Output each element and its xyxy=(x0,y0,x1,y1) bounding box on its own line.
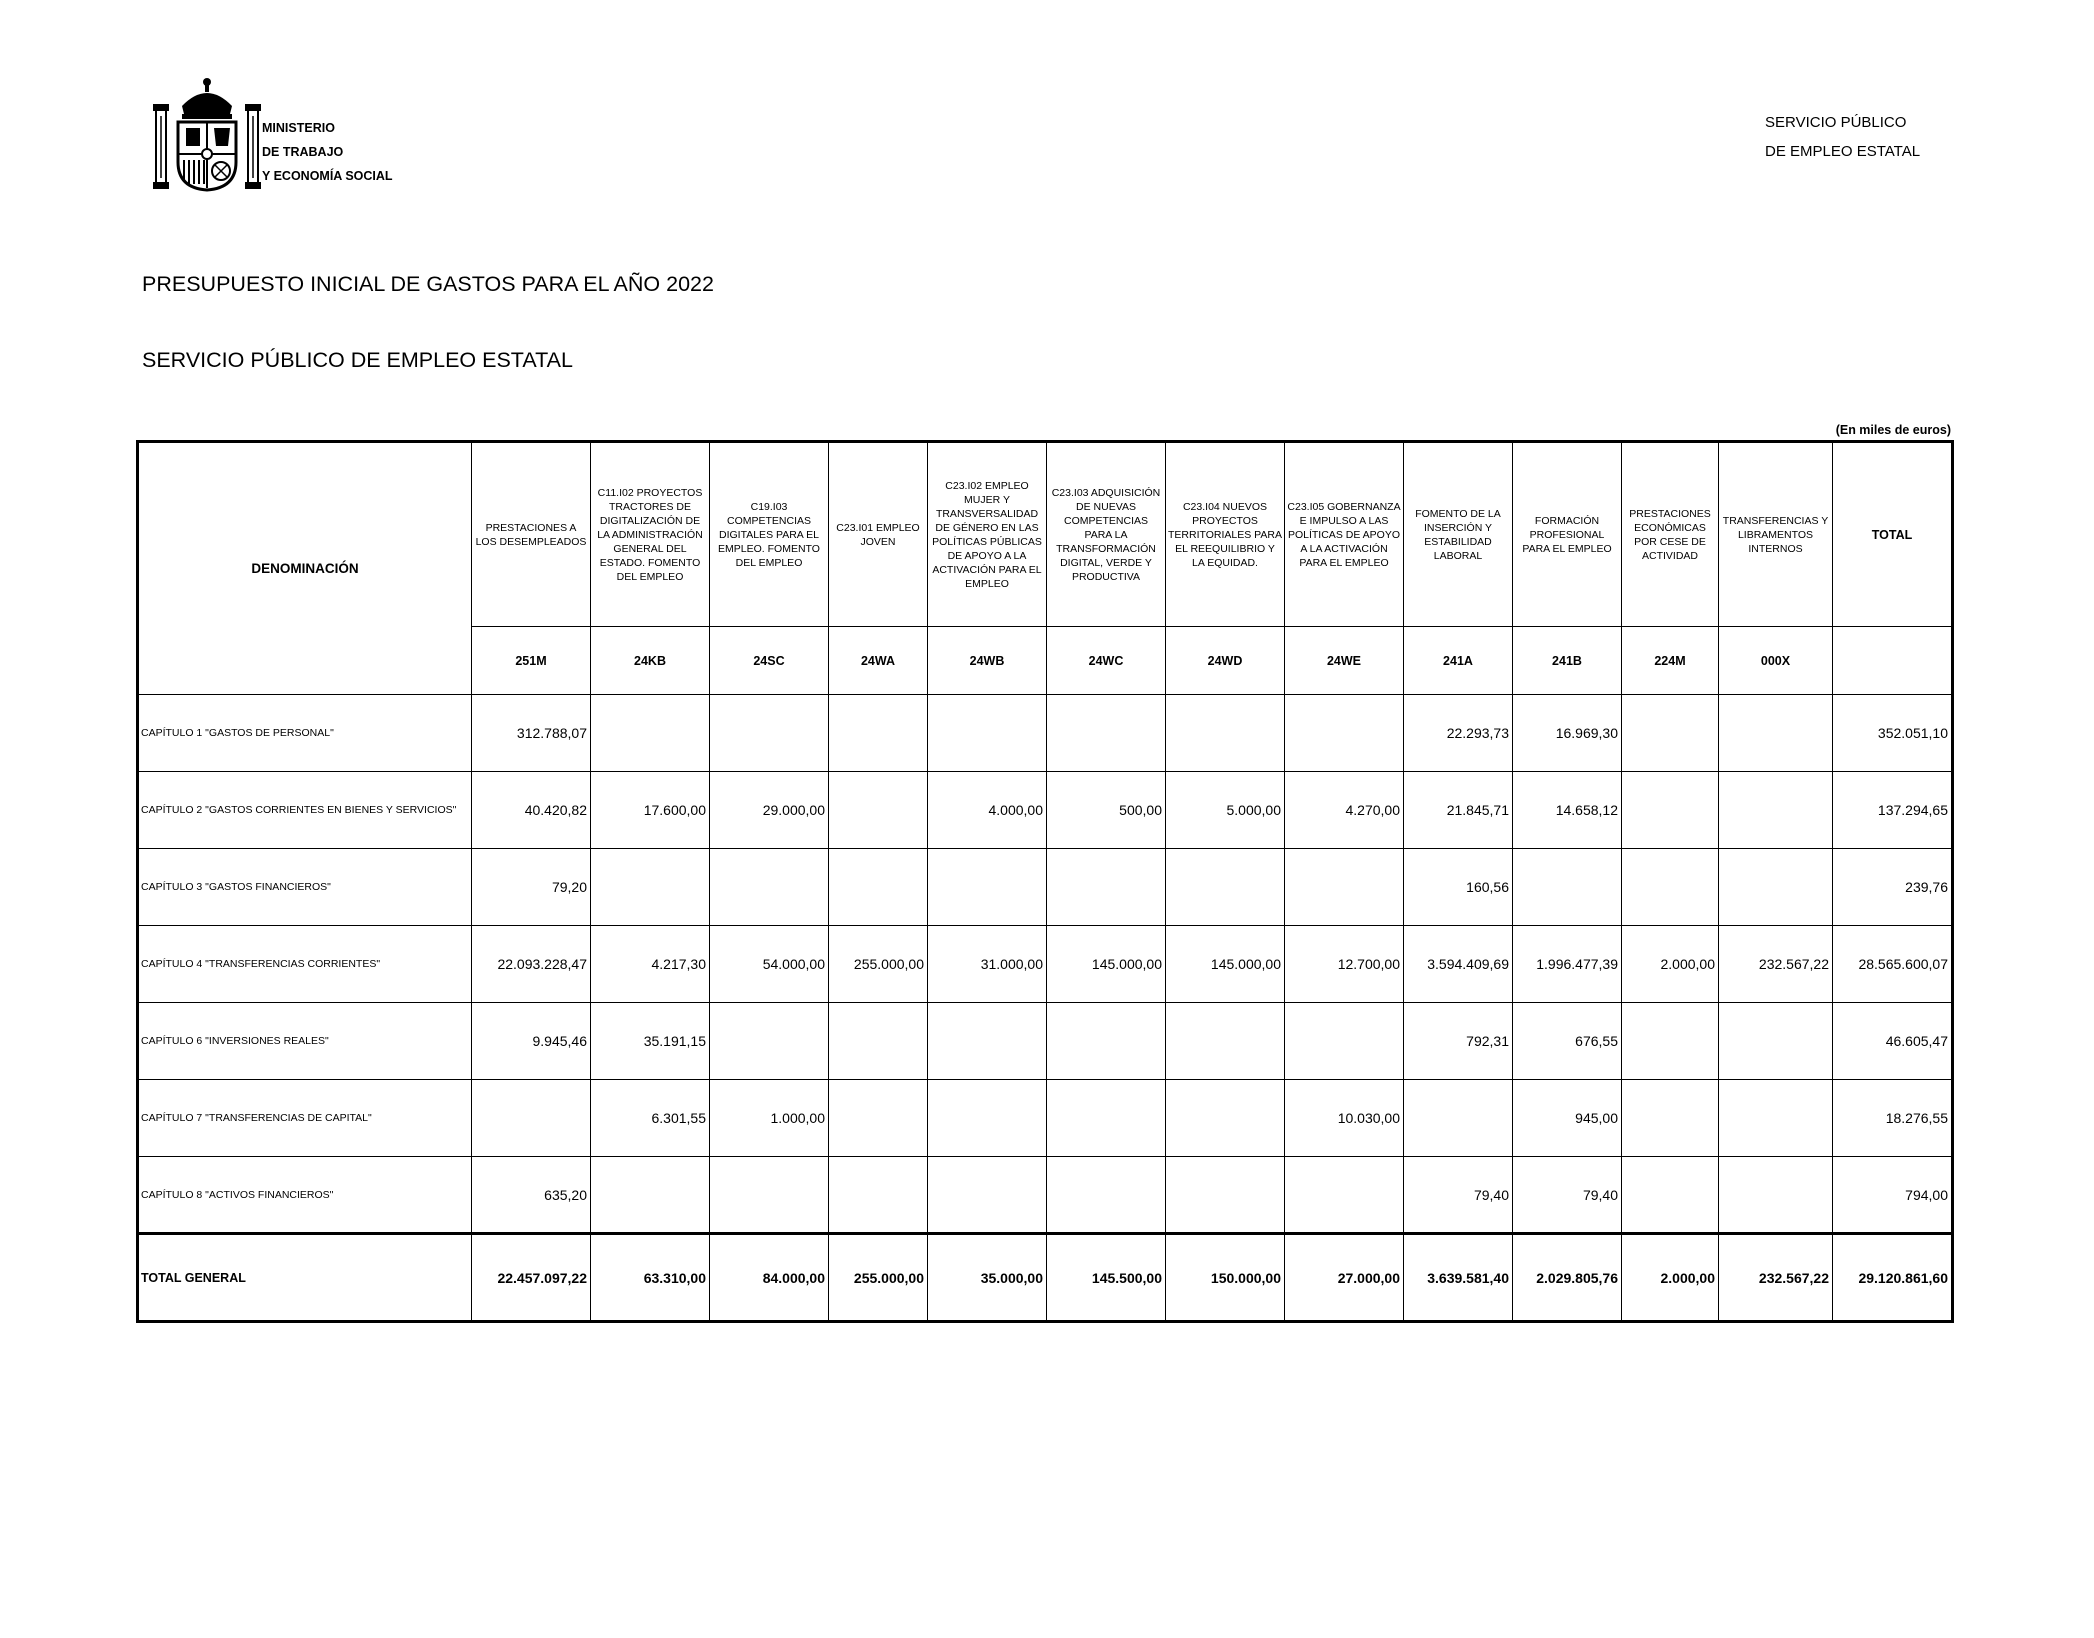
budget-table xyxy=(136,440,1954,1323)
column-header: FORMACIÓN PROFESIONAL PARA EL EMPLEO xyxy=(1513,442,1622,627)
program-code: 24KB xyxy=(591,627,710,695)
total-value-cell: 3.639.581,40 xyxy=(1404,1234,1513,1322)
coat-of-arms-logo xyxy=(152,76,262,194)
value-cell xyxy=(1166,695,1285,772)
value-cell: 4.217,30 xyxy=(591,926,710,1003)
value-cell xyxy=(1622,849,1719,926)
value-cell xyxy=(1047,1157,1166,1234)
total-value-cell: 145.500,00 xyxy=(1047,1234,1166,1322)
program-code: 24WE xyxy=(1285,627,1404,695)
value-cell xyxy=(829,695,928,772)
value-cell xyxy=(1622,1003,1719,1080)
value-cell: 12.700,00 xyxy=(1285,926,1404,1003)
denominacion-header: DENOMINACIÓN xyxy=(138,442,472,695)
chapter-label: CAPÍTULO 7 "TRANSFERENCIAS DE CAPITAL" xyxy=(138,1080,472,1157)
program-code: 251M xyxy=(472,627,591,695)
unit-note: (En miles de euros) xyxy=(1835,423,1951,437)
value-cell xyxy=(1719,849,1833,926)
value-cell: 46.605,47 xyxy=(1833,1003,1953,1080)
value-cell xyxy=(928,1157,1047,1234)
chapter-row xyxy=(138,772,1953,849)
value-cell: 232.567,22 xyxy=(1719,926,1833,1003)
program-code: 000X xyxy=(1719,627,1833,695)
total-value-cell: 27.000,00 xyxy=(1285,1234,1404,1322)
chapter-row xyxy=(138,849,1953,926)
column-header: FOMENTO DE LA INSERCIÓN Y ESTABILIDAD LABORAL xyxy=(1404,442,1513,627)
value-cell xyxy=(1166,1157,1285,1234)
total-value-cell: 84.000,00 xyxy=(710,1234,829,1322)
value-cell: 145.000,00 xyxy=(1166,926,1285,1003)
chapter-row xyxy=(138,1157,1953,1234)
value-cell: 137.294,65 xyxy=(1833,772,1953,849)
program-code: 24WC xyxy=(1047,627,1166,695)
value-cell xyxy=(1719,1080,1833,1157)
value-cell: 500,00 xyxy=(1047,772,1166,849)
value-cell: 239,76 xyxy=(1833,849,1953,926)
value-cell: 35.191,15 xyxy=(591,1003,710,1080)
value-cell xyxy=(1622,695,1719,772)
column-header: C23.I04 NUEVOS PROYECTOS TERRITORIALES PARA EL REEQUILIBRIO Y LA EQUIDAD. xyxy=(1166,442,1285,627)
value-cell xyxy=(1719,772,1833,849)
value-cell: 4.000,00 xyxy=(928,772,1047,849)
column-header: C23.I05 GOBERNANZA E IMPULSO A LAS POLÍTICAS DE APOYO A LA ACTIVACIÓN PARA EL EMPLEO xyxy=(1285,442,1404,627)
column-header: C11.I02 PROYECTOS TRACTORES DE DIGITALIZACIÓN DE LA ADMINISTRACIÓN GENERAL DEL ESTADO. FOMENTO DEL EMPLEO xyxy=(591,442,710,627)
value-cell: 79,20 xyxy=(472,849,591,926)
value-cell xyxy=(591,695,710,772)
value-cell xyxy=(928,695,1047,772)
value-cell: 794,00 xyxy=(1833,1157,1953,1234)
chapter-label: CAPÍTULO 8 "ACTIVOS FINANCIEROS" xyxy=(138,1157,472,1234)
document-subtitle: SERVICIO PÚBLICO DE EMPLEO ESTATAL xyxy=(142,348,573,372)
value-cell xyxy=(1047,1080,1166,1157)
chapter-row xyxy=(138,695,1953,772)
chapter-row xyxy=(138,1003,1953,1080)
service-line-2: DE EMPLEO ESTATAL xyxy=(1765,143,1921,160)
value-cell xyxy=(1622,1080,1719,1157)
value-cell: 16.969,30 xyxy=(1513,695,1622,772)
value-cell xyxy=(1047,849,1166,926)
column-header: C23.I01 EMPLEO JOVEN xyxy=(829,442,928,627)
chapter-label: CAPÍTULO 1 "GASTOS DE PERSONAL" xyxy=(138,695,472,772)
value-cell: 1.000,00 xyxy=(710,1080,829,1157)
value-cell: 635,20 xyxy=(472,1157,591,1234)
total-value-cell: 35.000,00 xyxy=(928,1234,1047,1322)
value-cell xyxy=(1285,1003,1404,1080)
value-cell xyxy=(1166,1080,1285,1157)
value-cell xyxy=(1513,849,1622,926)
value-cell xyxy=(829,1157,928,1234)
value-cell: 145.000,00 xyxy=(1047,926,1166,1003)
value-cell xyxy=(1622,772,1719,849)
total-value-cell: 232.567,22 xyxy=(1719,1234,1833,1322)
value-cell xyxy=(1285,849,1404,926)
value-cell: 79,40 xyxy=(1513,1157,1622,1234)
total-row xyxy=(138,1234,1953,1322)
value-cell xyxy=(829,772,928,849)
value-cell: 4.270,00 xyxy=(1285,772,1404,849)
value-cell xyxy=(710,695,829,772)
value-cell: 312.788,07 xyxy=(472,695,591,772)
service-name xyxy=(1765,108,1920,166)
value-cell: 945,00 xyxy=(1513,1080,1622,1157)
value-cell xyxy=(1047,1003,1166,1080)
total-value-cell: 22.457.097,22 xyxy=(472,1234,591,1322)
value-cell: 6.301,55 xyxy=(591,1080,710,1157)
column-header: C23.I03 ADQUISICIÓN DE NUEVAS COMPETENCIAS PARA LA TRANSFORMACIÓN DIGITAL, VERDE Y PRODUCTIVA xyxy=(1047,442,1166,627)
ministry-line-2: DE TRABAJO xyxy=(262,145,344,159)
value-cell: 1.996.477,39 xyxy=(1513,926,1622,1003)
value-cell xyxy=(928,849,1047,926)
value-cell xyxy=(829,1080,928,1157)
ministry-line-3: Y ECONOMÍA SOCIAL xyxy=(262,169,393,183)
value-cell: 792,31 xyxy=(1404,1003,1513,1080)
total-value-cell: 2.000,00 xyxy=(1622,1234,1719,1322)
column-header: PRESTACIONES A LOS DESEMPLEADOS xyxy=(472,442,591,627)
column-header: TOTAL xyxy=(1833,442,1953,627)
value-cell: 22.093.228,47 xyxy=(472,926,591,1003)
value-cell: 2.000,00 xyxy=(1622,926,1719,1003)
ministry-name xyxy=(262,116,393,188)
total-label: TOTAL GENERAL xyxy=(138,1234,472,1322)
value-cell: 28.565.600,07 xyxy=(1833,926,1953,1003)
document-title: PRESUPUESTO INICIAL DE GASTOS PARA EL AÑO 2022 xyxy=(142,272,714,296)
value-cell: 79,40 xyxy=(1404,1157,1513,1234)
value-cell xyxy=(710,849,829,926)
value-cell: 31.000,00 xyxy=(928,926,1047,1003)
column-header: PRESTACIONES ECONÓMICAS POR CESE DE ACTIVIDAD xyxy=(1622,442,1719,627)
value-cell: 676,55 xyxy=(1513,1003,1622,1080)
value-cell: 54.000,00 xyxy=(710,926,829,1003)
value-cell xyxy=(710,1003,829,1080)
value-cell: 3.594.409,69 xyxy=(1404,926,1513,1003)
total-value-cell: 63.310,00 xyxy=(591,1234,710,1322)
column-header: C19.I03 COMPETENCIAS DIGITALES PARA EL EMPLEO. FOMENTO DEL EMPLEO xyxy=(710,442,829,627)
value-cell xyxy=(1622,1157,1719,1234)
value-cell: 22.293,73 xyxy=(1404,695,1513,772)
column-header: TRANSFERENCIAS Y LIBRAMENTOS INTERNOS xyxy=(1719,442,1833,627)
total-value-cell: 29.120.861,60 xyxy=(1833,1234,1953,1322)
value-cell xyxy=(710,1157,829,1234)
value-cell xyxy=(1719,1157,1833,1234)
value-cell: 14.658,12 xyxy=(1513,772,1622,849)
value-cell xyxy=(829,1003,928,1080)
program-code xyxy=(1833,627,1953,695)
value-cell xyxy=(829,849,928,926)
value-cell xyxy=(1285,1157,1404,1234)
value-cell: 5.000,00 xyxy=(1166,772,1285,849)
value-cell: 21.845,71 xyxy=(1404,772,1513,849)
value-cell: 160,56 xyxy=(1404,849,1513,926)
value-cell xyxy=(1719,695,1833,772)
value-cell xyxy=(1719,1003,1833,1080)
chapter-label: CAPÍTULO 2 "GASTOS CORRIENTES EN BIENES Y SERVICIOS" xyxy=(138,772,472,849)
value-cell xyxy=(1166,1003,1285,1080)
program-code: 24SC xyxy=(710,627,829,695)
program-code: 24WD xyxy=(1166,627,1285,695)
value-cell: 352.051,10 xyxy=(1833,695,1953,772)
value-cell xyxy=(1166,849,1285,926)
value-cell xyxy=(928,1080,1047,1157)
value-cell xyxy=(1047,695,1166,772)
chapter-label: CAPÍTULO 6 "INVERSIONES REALES" xyxy=(138,1003,472,1080)
value-cell xyxy=(1285,695,1404,772)
program-code: 224M xyxy=(1622,627,1719,695)
chapter-row xyxy=(138,926,1953,1003)
total-value-cell: 2.029.805,76 xyxy=(1513,1234,1622,1322)
total-value-cell: 255.000,00 xyxy=(829,1234,928,1322)
program-code: 24WA xyxy=(829,627,928,695)
program-code: 24WB xyxy=(928,627,1047,695)
value-cell: 9.945,46 xyxy=(472,1003,591,1080)
value-cell xyxy=(591,1157,710,1234)
value-cell: 255.000,00 xyxy=(829,926,928,1003)
value-cell xyxy=(1404,1080,1513,1157)
value-cell: 29.000,00 xyxy=(710,772,829,849)
program-code: 241B xyxy=(1513,627,1622,695)
value-cell: 17.600,00 xyxy=(591,772,710,849)
total-value-cell: 150.000,00 xyxy=(1166,1234,1285,1322)
chapter-label: CAPÍTULO 3 "GASTOS FINANCIEROS" xyxy=(138,849,472,926)
value-cell: 18.276,55 xyxy=(1833,1080,1953,1157)
value-cell xyxy=(591,849,710,926)
ministry-line-1: MINISTERIO xyxy=(262,121,335,135)
value-cell: 40.420,82 xyxy=(472,772,591,849)
value-cell xyxy=(472,1080,591,1157)
chapter-label: CAPÍTULO 4 "TRANSFERENCIAS CORRIENTES" xyxy=(138,926,472,1003)
service-line-1: SERVICIO PÚBLICO xyxy=(1765,114,1907,131)
program-code: 241A xyxy=(1404,627,1513,695)
column-header: C23.I02 EMPLEO MUJER Y TRANSVERSALIDAD DE GÉNERO EN LAS POLÍTICAS PÚBLICAS DE APOYO A LA ACTIVACIÓN PARA EL EMPLEO xyxy=(928,442,1047,627)
chapter-row xyxy=(138,1080,1953,1157)
value-cell: 10.030,00 xyxy=(1285,1080,1404,1157)
header-row xyxy=(138,442,1953,627)
value-cell xyxy=(928,1003,1047,1080)
